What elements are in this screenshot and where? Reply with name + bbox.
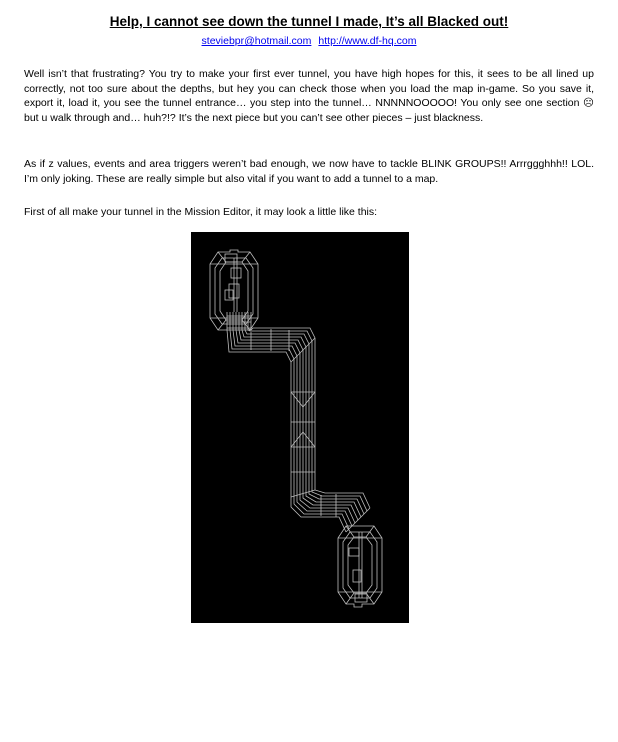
bottom-room-wireframe bbox=[338, 526, 382, 607]
email-link[interactable]: steviebpr@hotmail.com bbox=[201, 35, 312, 47]
tunnel-wireframe-path bbox=[227, 312, 370, 532]
paragraph-blink-groups: As if z values, events and area triggers weren’t bad enough, we now have to tackle BLINK GROUPS!! Arrrggghhh!! LOL. I’m only joking. These are really simple but also vital if you want to add a tunnel to a map. bbox=[24, 158, 594, 185]
author-links bbox=[0, 35, 618, 47]
paragraph-frustrating: Well isn’t that frustrating? You try to make your first ever tunnel, you have high hopes for this, it sees to be all lined up correctly, not too sure about the depths, but hey you can check those when you load the map in-game. So you save it, export it, load it, you see the tunnel entrance… you step into the tunnel… NNNNNOOOOO! You only see one section ☹ but u walk through and… huh?!? It’s the next piece but you can’t see other pieces – just blackness. bbox=[24, 68, 594, 124]
tunnel-wireframe-drawing bbox=[191, 232, 409, 623]
document-title: Help, I cannot see down the tunnel I made, It’s all Blacked out! bbox=[109, 14, 509, 29]
website-link[interactable]: http://www.df-hq.com bbox=[318, 35, 417, 47]
paragraph-first-step: First of all make your tunnel in the Mission Editor, it may look a little like this: bbox=[24, 206, 378, 218]
tunnel-wireframe-image bbox=[191, 232, 409, 623]
